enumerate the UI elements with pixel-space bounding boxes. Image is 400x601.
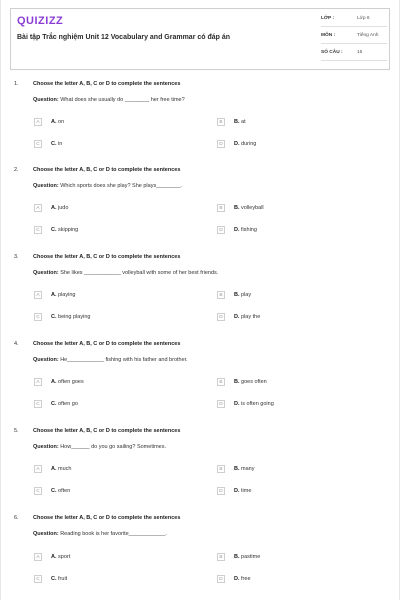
option-letter: A. (51, 119, 57, 125)
meta-subject (321, 31, 387, 44)
option-a[interactable] (34, 204, 184, 214)
option-box: D (217, 487, 225, 495)
option-box: D (217, 575, 225, 583)
option-text: playing (58, 292, 76, 298)
option-letter: A. (51, 205, 57, 211)
option-letter: B. (234, 292, 240, 298)
option-letter: D. (234, 141, 240, 147)
option-b[interactable] (217, 118, 367, 128)
question-sentence: Which sports does she play? She plays________. (60, 183, 183, 189)
question-sentence: What does she usually do ________ her free time? (60, 97, 185, 103)
option-c[interactable] (34, 575, 184, 585)
option-box: B (217, 118, 225, 126)
question-label: Question: (33, 357, 59, 363)
option-letter: C. (51, 314, 57, 320)
question-1 (0, 81, 400, 167)
option-text: fruit (58, 576, 68, 582)
option-letter: B. (234, 379, 240, 385)
question-3 (0, 254, 400, 340)
option-text: play the (241, 314, 261, 320)
option-letter: B. (234, 119, 240, 125)
worksheet-header (10, 8, 390, 70)
option-d[interactable] (217, 575, 367, 585)
option-c[interactable] (34, 140, 184, 150)
meta-count-value: 15 (357, 50, 363, 55)
option-b[interactable] (217, 291, 367, 301)
question-instruction: Choose the letter A, B, C or D to complete the sentences (33, 428, 181, 434)
question-label: Question: (33, 97, 59, 103)
option-box: A (34, 553, 42, 561)
option-text: judo (58, 205, 69, 211)
option-b[interactable] (217, 553, 367, 563)
quizizz-logo: QUIZIZZ (17, 15, 64, 27)
option-letter: C. (51, 488, 57, 494)
option-box: B (217, 465, 225, 473)
option-letter: A. (51, 379, 57, 385)
question-number: 6. (14, 515, 19, 521)
question-instruction: Choose the letter A, B, C or D to complete the sentences (33, 167, 181, 173)
option-text: free (241, 576, 251, 582)
option-d[interactable] (217, 226, 367, 236)
option-box: C (34, 575, 42, 583)
option-d[interactable] (217, 140, 367, 150)
option-text: on (58, 119, 65, 125)
option-text: pastime (241, 554, 261, 560)
option-text: much (58, 466, 72, 472)
question-label: Question: (33, 531, 59, 537)
option-box: C (34, 487, 42, 495)
option-letter: D. (234, 488, 240, 494)
option-box: B (217, 204, 225, 212)
option-box: C (34, 140, 42, 148)
option-text: sport (58, 554, 71, 560)
option-box: C (34, 313, 42, 321)
option-a[interactable] (34, 118, 184, 128)
option-letter: C. (51, 576, 57, 582)
meta-class-value: Lớp 6 (357, 16, 370, 21)
option-letter: C. (51, 141, 57, 147)
question-number: 5. (14, 428, 19, 434)
option-box: B (217, 553, 225, 561)
question-instruction: Choose the letter A, B, C or D to complete the sentences (33, 81, 181, 87)
question-number: 3. (14, 254, 19, 260)
option-text: time (241, 488, 252, 494)
option-letter: D. (234, 227, 240, 233)
question-number: 2. (14, 167, 19, 173)
option-box: D (217, 140, 225, 148)
option-box: A (34, 204, 42, 212)
option-d[interactable] (217, 313, 367, 323)
question-instruction: Choose the letter A, B, C or D to complete the sentences (33, 341, 181, 347)
option-letter: C. (51, 227, 57, 233)
option-box: A (34, 118, 42, 126)
question-sentence: He____________ fishing with his father and brother. (60, 357, 188, 363)
option-box: C (34, 226, 42, 234)
option-a[interactable] (34, 291, 184, 301)
option-c[interactable] (34, 400, 184, 410)
option-letter: A. (51, 466, 57, 472)
option-text: often go (58, 401, 78, 407)
question-number: 4. (14, 341, 19, 347)
question-5 (0, 428, 400, 514)
meta-class (321, 14, 387, 27)
question-instruction: Choose the letter A, B, C or D to complete the sentences (33, 254, 181, 260)
question-label: Question: (33, 444, 59, 450)
question-label: Question: (33, 183, 59, 189)
question-sentence: She likes ____________ volleyball with some of her best friends. (60, 270, 219, 276)
option-c[interactable] (34, 487, 184, 497)
option-text: often goes (58, 379, 84, 385)
question-6 (0, 515, 400, 601)
question-number: 1. (14, 81, 19, 87)
question-text (33, 357, 188, 363)
option-letter: B. (234, 554, 240, 560)
option-text: volleyball (241, 205, 264, 211)
option-letter: D. (234, 314, 240, 320)
option-text: play (241, 292, 252, 298)
option-box: B (217, 378, 225, 386)
option-text: at (241, 119, 246, 125)
meta-count (321, 48, 387, 61)
question-text (33, 444, 166, 450)
question-text (33, 531, 167, 537)
option-b[interactable] (217, 465, 367, 475)
option-b[interactable] (217, 204, 367, 214)
option-box: B (217, 291, 225, 299)
option-box: A (34, 291, 42, 299)
question-label: Question: (33, 270, 59, 276)
option-text: often (58, 488, 71, 494)
option-text: being playing (58, 314, 91, 320)
option-box: A (34, 378, 42, 386)
option-letter: A. (51, 554, 57, 560)
option-d[interactable] (217, 487, 367, 497)
option-text: is often going (241, 401, 274, 407)
option-box: A (34, 465, 42, 473)
option-letter: D. (234, 576, 240, 582)
option-c[interactable] (34, 226, 184, 236)
meta-subject-value: Tiếng Anh (357, 33, 379, 38)
option-letter: A. (51, 292, 57, 298)
question-sentence: Reading book is her favorite____________. (60, 531, 167, 537)
question-2 (0, 167, 400, 253)
question-sentence: How______ do you go sailing? Sometimes. (60, 444, 166, 450)
option-letter: D. (234, 401, 240, 407)
option-letter: C. (51, 401, 57, 407)
meta-subject-label: MÔN : (321, 33, 336, 38)
question-text (33, 183, 182, 189)
option-text: fishing (241, 227, 257, 233)
option-text: goes often (241, 379, 267, 385)
option-c[interactable] (34, 313, 184, 323)
option-text: skipping (58, 227, 79, 233)
meta-class-label: LỚP : (321, 16, 335, 21)
option-letter: B. (234, 466, 240, 472)
option-a[interactable] (34, 465, 184, 475)
meta-count-label: SỐ CÂU : (321, 50, 343, 55)
option-text: many (241, 466, 255, 472)
question-4 (0, 341, 400, 427)
option-text: in (58, 141, 63, 147)
option-a[interactable] (34, 378, 184, 388)
option-box: D (217, 313, 225, 321)
option-box: C (34, 400, 42, 408)
option-box: D (217, 400, 225, 408)
option-box: D (217, 226, 225, 234)
option-letter: B. (234, 205, 240, 211)
question-instruction: Choose the letter A, B, C or D to complete the sentences (33, 515, 181, 521)
option-b[interactable] (217, 378, 367, 388)
option-d[interactable] (217, 400, 367, 410)
question-text (33, 270, 218, 276)
worksheet-title: Bài tập Trắc nghiệm Unit 12 Vocabulary and Grammar có đáp án (17, 34, 231, 41)
option-a[interactable] (34, 553, 184, 563)
option-text: during (241, 141, 257, 147)
question-text (33, 97, 185, 103)
